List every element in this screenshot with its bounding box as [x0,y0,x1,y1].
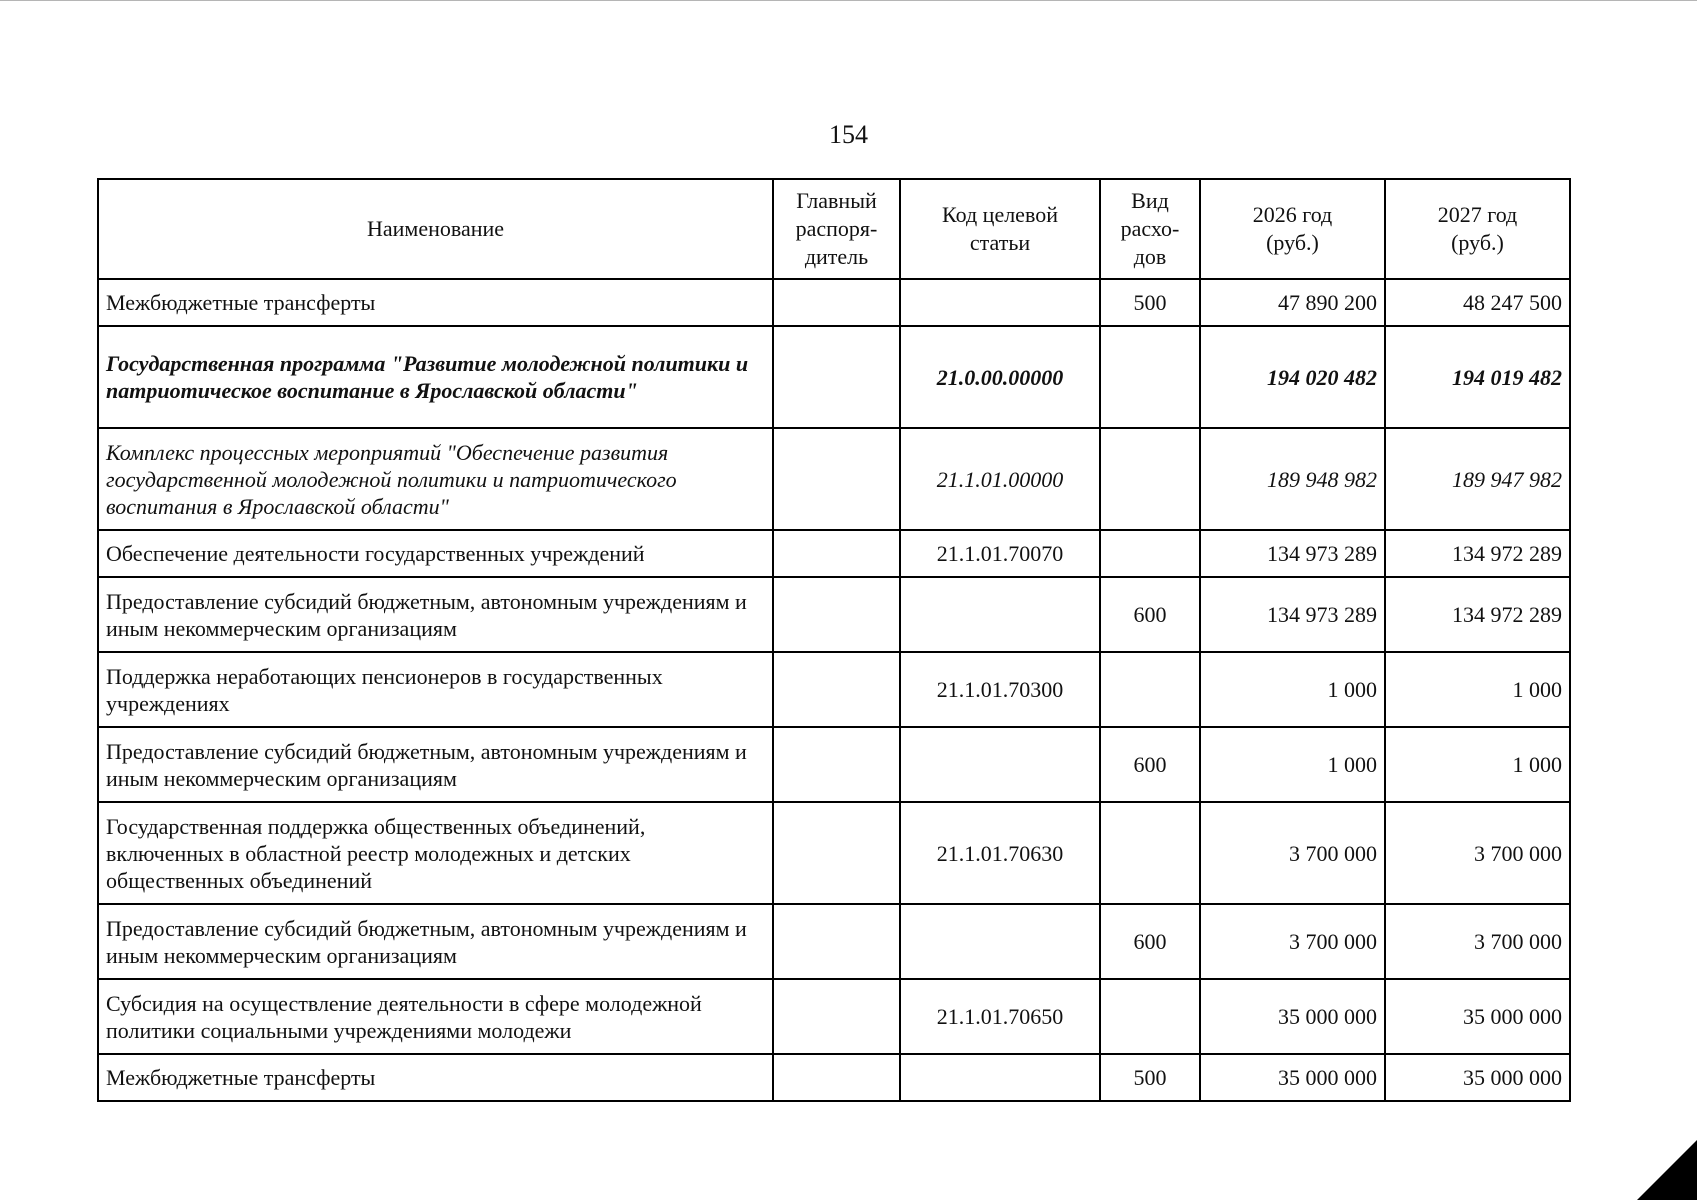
row-amount-2027: 134 972 289 [1385,530,1570,577]
table-row [98,979,1570,1054]
row-expense-type [1100,652,1200,727]
table-row [98,530,1570,577]
budget-table [97,178,1571,1102]
row-amount-2027: 35 000 000 [1385,979,1570,1054]
row-amount-2026: 47 890 200 [1200,279,1385,326]
table-row [98,727,1570,802]
row-main-manager [773,904,900,979]
table-row [98,904,1570,979]
row-expense-type [1100,979,1200,1054]
row-amount-2026: 3 700 000 [1200,904,1385,979]
row-target-code: 21.1.01.70300 [900,652,1100,727]
row-target-code: 21.1.01.70630 [900,802,1100,904]
header-main-manager: Главный распоря- дитель [773,179,900,279]
row-target-code: 21.1.01.00000 [900,428,1100,530]
row-amount-2026: 1 000 [1200,652,1385,727]
page-number: 154 [829,120,868,149]
row-amount-2027: 35 000 000 [1385,1054,1570,1101]
row-expense-type: 600 [1100,577,1200,652]
row-amount-2026: 35 000 000 [1200,1054,1385,1101]
row-amount-2027: 3 700 000 [1385,802,1570,904]
row-name: Межбюджетные трансферты [98,1054,773,1101]
row-expense-type [1100,428,1200,530]
row-target-code [900,904,1100,979]
table-row [98,802,1570,904]
row-expense-type: 600 [1100,904,1200,979]
table-row [98,326,1570,428]
row-name: Комплекс процессных мероприятий "Обеспечение развития государственной молодежной политики и патриотического воспитания в Ярославской области" [98,428,773,530]
row-main-manager [773,802,900,904]
row-target-code [900,577,1100,652]
row-target-code [900,1054,1100,1101]
row-target-code [900,279,1100,326]
row-main-manager [773,1054,900,1101]
row-name: Межбюджетные трансферты [98,279,773,326]
row-expense-type: 500 [1100,279,1200,326]
row-amount-2027: 1 000 [1385,652,1570,727]
table-row [98,652,1570,727]
row-name: Субсидия на осуществление деятельности в сфере молодежной политики социальными учреждениями молодежи [98,979,773,1054]
table-row [98,428,1570,530]
row-amount-2026: 134 973 289 [1200,577,1385,652]
row-main-manager [773,428,900,530]
row-main-manager [773,326,900,428]
row-amount-2027: 1 000 [1385,727,1570,802]
row-amount-2026: 134 973 289 [1200,530,1385,577]
header-name: Наименование [98,179,773,279]
row-expense-type [1100,802,1200,904]
row-amount-2026: 194 020 482 [1200,326,1385,428]
row-expense-type [1100,326,1200,428]
row-target-code: 21.1.01.70070 [900,530,1100,577]
header-year-2026: 2026 год (руб.) [1200,179,1385,279]
row-main-manager [773,279,900,326]
scan-edge-line [0,0,1697,1]
table-row [98,279,1570,326]
row-name: Обеспечение деятельности государственных учреждений [98,530,773,577]
row-main-manager [773,727,900,802]
row-name: Государственная программа "Развитие молодежной политики и патриотическое воспитание в Ярославской области" [98,326,773,428]
row-target-code: 21.0.00.00000 [900,326,1100,428]
row-amount-2026: 35 000 000 [1200,979,1385,1054]
row-name: Предоставление субсидий бюджетным, автономным учреждениям и иным некоммерческим организациям [98,577,773,652]
row-main-manager [773,979,900,1054]
header-year-2027: 2027 год (руб.) [1385,179,1570,279]
row-name: Предоставление субсидий бюджетным, автономным учреждениям и иным некоммерческим организациям [98,727,773,802]
row-expense-type [1100,530,1200,577]
row-amount-2027: 194 019 482 [1385,326,1570,428]
row-amount-2026: 1 000 [1200,727,1385,802]
table-row [98,1054,1570,1101]
row-name: Государственная поддержка общественных объединений, включенных в областной реестр молодежных и детских общественных объединений [98,802,773,904]
row-target-code: 21.1.01.70650 [900,979,1100,1054]
row-main-manager [773,530,900,577]
header-target-code: Код целевой статьи [900,179,1100,279]
row-amount-2027: 189 947 982 [1385,428,1570,530]
table-row [98,577,1570,652]
row-amount-2026: 189 948 982 [1200,428,1385,530]
row-main-manager [773,577,900,652]
row-main-manager [773,652,900,727]
row-amount-2027: 48 247 500 [1385,279,1570,326]
row-name: Предоставление субсидий бюджетным, автономным учреждениям и иным некоммерческим организациям [98,904,773,979]
scan-corner-mark [1637,1140,1697,1200]
table-header-row [98,179,1570,279]
header-expense-type: Вид расхо- дов [1100,179,1200,279]
row-expense-type: 500 [1100,1054,1200,1101]
row-expense-type: 600 [1100,727,1200,802]
row-amount-2027: 3 700 000 [1385,904,1570,979]
row-amount-2026: 3 700 000 [1200,802,1385,904]
row-target-code [900,727,1100,802]
row-name: Поддержка неработающих пенсионеров в государственных учреждениях [98,652,773,727]
row-amount-2027: 134 972 289 [1385,577,1570,652]
